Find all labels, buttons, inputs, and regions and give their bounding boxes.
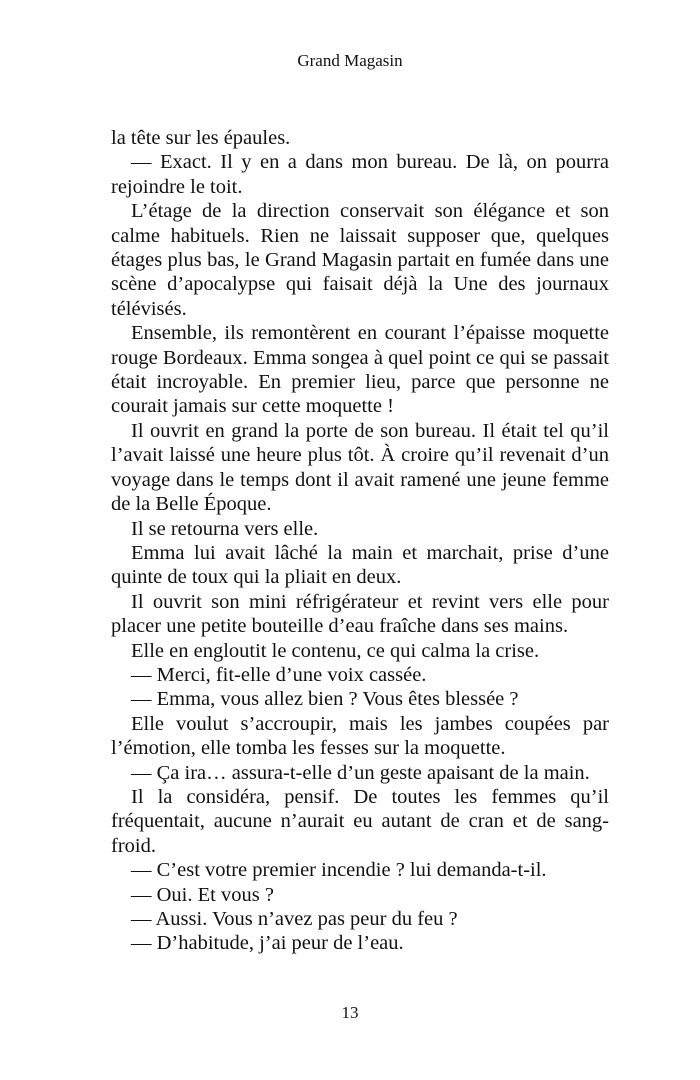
paragraph: — Ça ira… assura-t-elle d’un geste apaisant de la main. [131, 761, 590, 784]
paragraph: Il ouvrit son mini réfrigérateur et revint vers elle pour placer une petite bouteille d’eau fraîche dans ses mains. [111, 590, 609, 638]
paragraph: L’étage de la direction conservait son élégance et son calme habituels. Rien ne laissait supposer que, quelques étages plus bas, le Grand Magasin partait en fumée dans une scène d’apocalypse qui faisait déjà la Une des journaux télévisés. [111, 200, 609, 320]
paragraph: Ensemble, ils remontèrent en courant l’épaisse moquette rouge Bordeaux. Emma songea à quel point ce qui se passait était incroyable. En premier lieu, parce que personne ne courait jamais sur cette moquette ! [111, 322, 609, 418]
paragraph: Emma lui avait lâché la main et marchait, prise d’une quinte de toux qui la pliait en deux. [111, 541, 609, 589]
running-head-title: Grand Magasin [297, 51, 403, 70]
paragraph: Il ouvrit en grand la porte de son bureau. Il était tel qu’il l’avait laissé une heure plus tôt. À croire qu’il revenait d’un voyage dans le temps dont il avait ramené une jeune femme de la Belle Époque. [111, 419, 609, 516]
paragraph: — Emma, vous allez bien ? Vous êtes blessée ? [131, 688, 519, 711]
paragraph: — Merci, fit-elle d’une voix cassée. [131, 663, 427, 686]
paragraph: Elle en engloutit le contenu, ce qui calma la crise. [131, 639, 540, 662]
paragraph: — Exact. Il y en a dans mon bureau. De là, on pourra rejoindre le toit. [111, 151, 609, 198]
paragraph: Il se retourna vers elle. [131, 517, 319, 540]
paragraph: — C’est votre premier incendie ? lui demanda-t-il. [131, 859, 547, 882]
paragraph: — Aussi. Vous n’avez pas peur du feu ? [131, 908, 458, 930]
paragraph: la tête sur les épaules. [111, 127, 291, 149]
paragraph: — Oui. Et vous ? [131, 883, 274, 906]
paragraph: Elle voulut s’accroupir, mais les jambes coupées par l’émotion, elle tomba les fesses sur la moquette. [111, 712, 609, 760]
body-text [111, 126, 609, 956]
paragraph: — D’habitude, j’ai peur de l’eau. [131, 932, 404, 955]
paragraph: Il la considéra, pensif. De toutes les femmes qu’il fréquentait, aucune n’aurait eu autant de cran et de sang-froid. [111, 785, 609, 857]
page-number: 13 [341, 1003, 359, 1022]
